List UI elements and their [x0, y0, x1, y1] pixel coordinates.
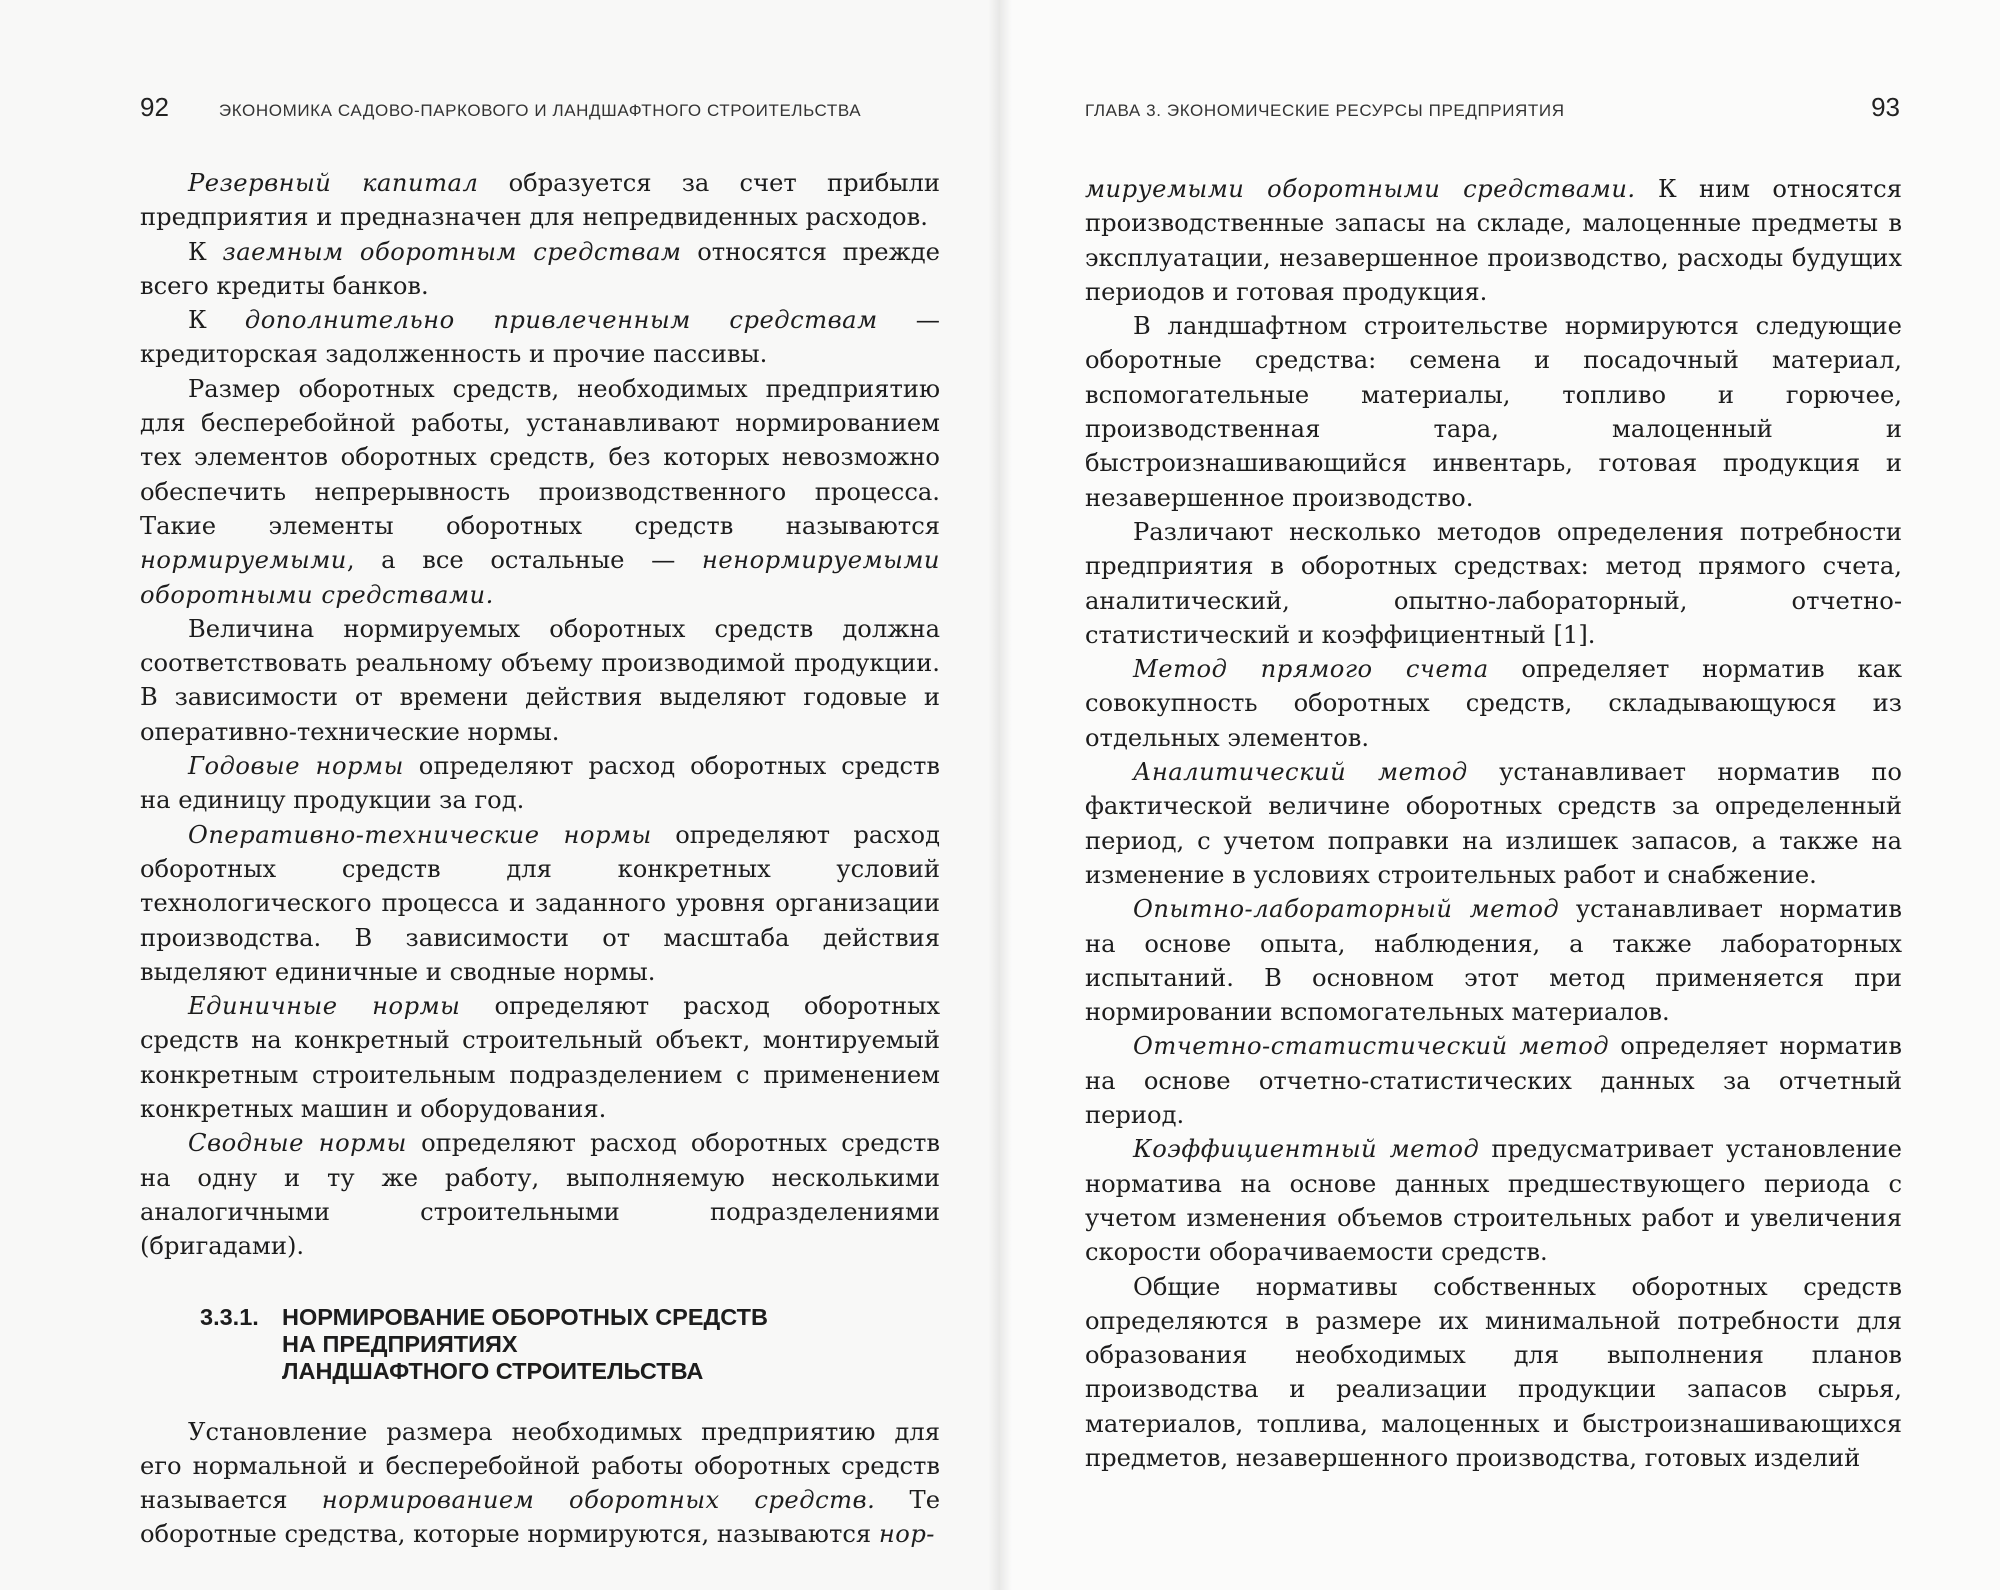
paragraph	[140, 166, 940, 235]
left-running-title: ЭКОНОМИКА САДОВО-ПАРКОВОГО И ЛАНДШАФТНОГО СТРОИТЕЛЬСТВА	[218, 101, 862, 120]
term: Метод прямого счета	[1133, 655, 1489, 684]
term: Оперативно-технические нормы	[188, 820, 652, 849]
text: определяют расход оборотных средств на конкретный строительный объект, монтируемый конкретным строительным подразделением с применением конкретных машин и оборудования.	[140, 992, 940, 1124]
paragraph	[1085, 1029, 1902, 1132]
text: Установление размера необходимых предприятию для его нормальной и бесперебойной работы оборотных средств называется	[140, 1417, 940, 1515]
term: нормируемыми	[140, 546, 347, 575]
paragraph: Величина нормируемых оборотных средств должна соответствовать реальному объему производимой продукции. В зависимости от времени действия выделяют годовые и оперативно-технические нормы.	[140, 614, 940, 746]
text: К	[188, 306, 245, 335]
section-title	[282, 1304, 940, 1385]
term: Опытно-лабораторный метод	[1133, 895, 1560, 924]
text: образуется за счет прибыли предприятия и предназначен для непредвиденных расходов.	[140, 169, 940, 232]
text: определяет норматив как совокупность оборотных средств, складывающуюся из отдельных элементов.	[1085, 655, 1903, 752]
term: заемным оборотным средствам	[222, 237, 682, 266]
right-page-number: 93	[1871, 92, 1900, 122]
text: предусматривает установление норматива на основе данных предшествующего периода с учетом изменения объемов строительных работ и увеличения скорости оборачиваемости средств.	[1085, 1135, 1902, 1267]
text: определяют расход оборотных средств для конкретных условий технологического процесса и заданного уровня организации производства. В зависимости от масштаба действия выделяют единичные и сводные нормы.	[140, 820, 940, 986]
term: Аналитический метод	[1133, 758, 1468, 787]
paragraph	[140, 303, 940, 372]
book-gutter	[988, 0, 1012, 1590]
text: К ним относятся производственные запасы на складе, малоценные предметы в эксплуатации, незавершенное производство, расходы будущих периодов и готовая продукция.	[1085, 175, 1902, 306]
term: дополнительно привлеченным средствам	[244, 306, 878, 335]
paragraph	[140, 989, 940, 1126]
paragraph	[140, 1415, 940, 1552]
text: Размер оборотных средств, необходимых предприятию для бесперебойной работы, устанавливают нормированием тех элементов оборотных средств, без которых невозможно обеспечить непрерывность производственного процесса. Такие элементы оборотных средств называются	[140, 374, 940, 540]
right-body-text	[1085, 172, 1902, 1475]
text: определяют расход оборотных средств на единицу продукции за год.	[140, 752, 940, 815]
section-number: 3.3.1.	[200, 1303, 259, 1330]
term: Сводные нормы	[188, 1129, 407, 1158]
term: Резервный капитал	[188, 169, 479, 197]
term: нормированием оборотных средств.	[321, 1486, 876, 1515]
paragraph: В ландшафтном строительстве нормируются следующие оборотные средства: семена и посадочный материал, вспомогательные материалы, топливо и горючее, производственная тара, малоценный и быстроизнашивающийся инвентарь, готовая продукция и незавершенное производство.	[1085, 312, 1902, 512]
paragraph	[140, 235, 940, 304]
text: устанавливает норматив на основе опыта, наблюдения, а также лабораторных испытаний. В основном этот метод применяется при нормировании вспомогательных материалов.	[1085, 895, 1903, 1027]
paragraph	[140, 749, 940, 818]
text: , а все остальные —	[346, 546, 702, 575]
paragraph	[1085, 755, 1902, 892]
term: Годовые нормы	[188, 752, 404, 781]
section-title-line: НА ПРЕДПРИЯТИЯХ	[282, 1330, 518, 1357]
section-title-line: ЛАНДШАФТНОГО СТРОИТЕЛЬСТВА	[282, 1357, 704, 1384]
right-page	[1000, 0, 2000, 1590]
text: устанавливает норматив по фактической величине оборотных средств за определенный период, с учетом поправки на излишек запасов, а также на изменение в условиях строительных работ и снабжение.	[1085, 758, 1902, 889]
section-title-line: НОРМИРОВАНИЕ ОБОРОТНЫХ СРЕДСТВ	[282, 1303, 768, 1330]
text: определяют расход оборотных средств на одну и ту же работу, выполняемую несколькими аналогичными строительными подразделениями (бригадами).	[140, 1129, 940, 1261]
text: относятся прежде всего кредиты банков.	[140, 237, 940, 300]
paragraph	[1085, 652, 1902, 755]
term: нор-	[878, 1520, 935, 1549]
paragraph: Различают несколько методов определения потребности предприятия в оборотных средствах: метод прямого счета, аналитический, опытно-лабораторный, отчетно-статистический и коэффициентный [1].	[1085, 517, 1902, 649]
term: ненормируемыми оборотными средствами.	[140, 546, 940, 609]
left-body-text	[140, 166, 940, 1552]
text: определяет норматив на основе отчетно-статистических данных за отчетный период.	[1085, 1032, 1902, 1130]
paragraph	[140, 818, 940, 989]
term: Единичные нормы	[188, 992, 461, 1021]
left-page-number: 92	[140, 92, 169, 122]
section-heading	[140, 1304, 940, 1385]
paragraph	[1085, 892, 1902, 1029]
paragraph	[140, 372, 940, 612]
term: мируемыми оборотными средствами.	[1085, 175, 1636, 203]
term: Коэффициентный метод	[1133, 1135, 1480, 1164]
text: — кредиторская задолженность и прочие пассивы.	[140, 306, 940, 369]
paragraph	[1085, 172, 1902, 309]
right-running-title: ГЛАВА 3. ЭКОНОМИЧЕСКИЕ РЕСУРСЫ ПРЕДПРИЯТИЯ	[1085, 101, 1565, 120]
paragraph	[1085, 1132, 1902, 1269]
term: Отчетно-статистический метод	[1133, 1032, 1610, 1061]
right-running-header	[1085, 92, 1900, 132]
text: К	[188, 237, 223, 266]
text: Те оборотные средства, которые нормируются, называются	[140, 1486, 941, 1549]
paragraph: Общие нормативы собственных оборотных средств определяются в размере их минимальной потребности для образования необходимых для выполнения планов производства и реализации продукции запасов сырья, материалов, топлива, малоценных и быстроизнашивающихся предметов, незавершенного производства, готовых изделий	[1085, 1272, 1902, 1472]
left-running-header	[140, 92, 940, 132]
paragraph	[140, 1126, 940, 1263]
